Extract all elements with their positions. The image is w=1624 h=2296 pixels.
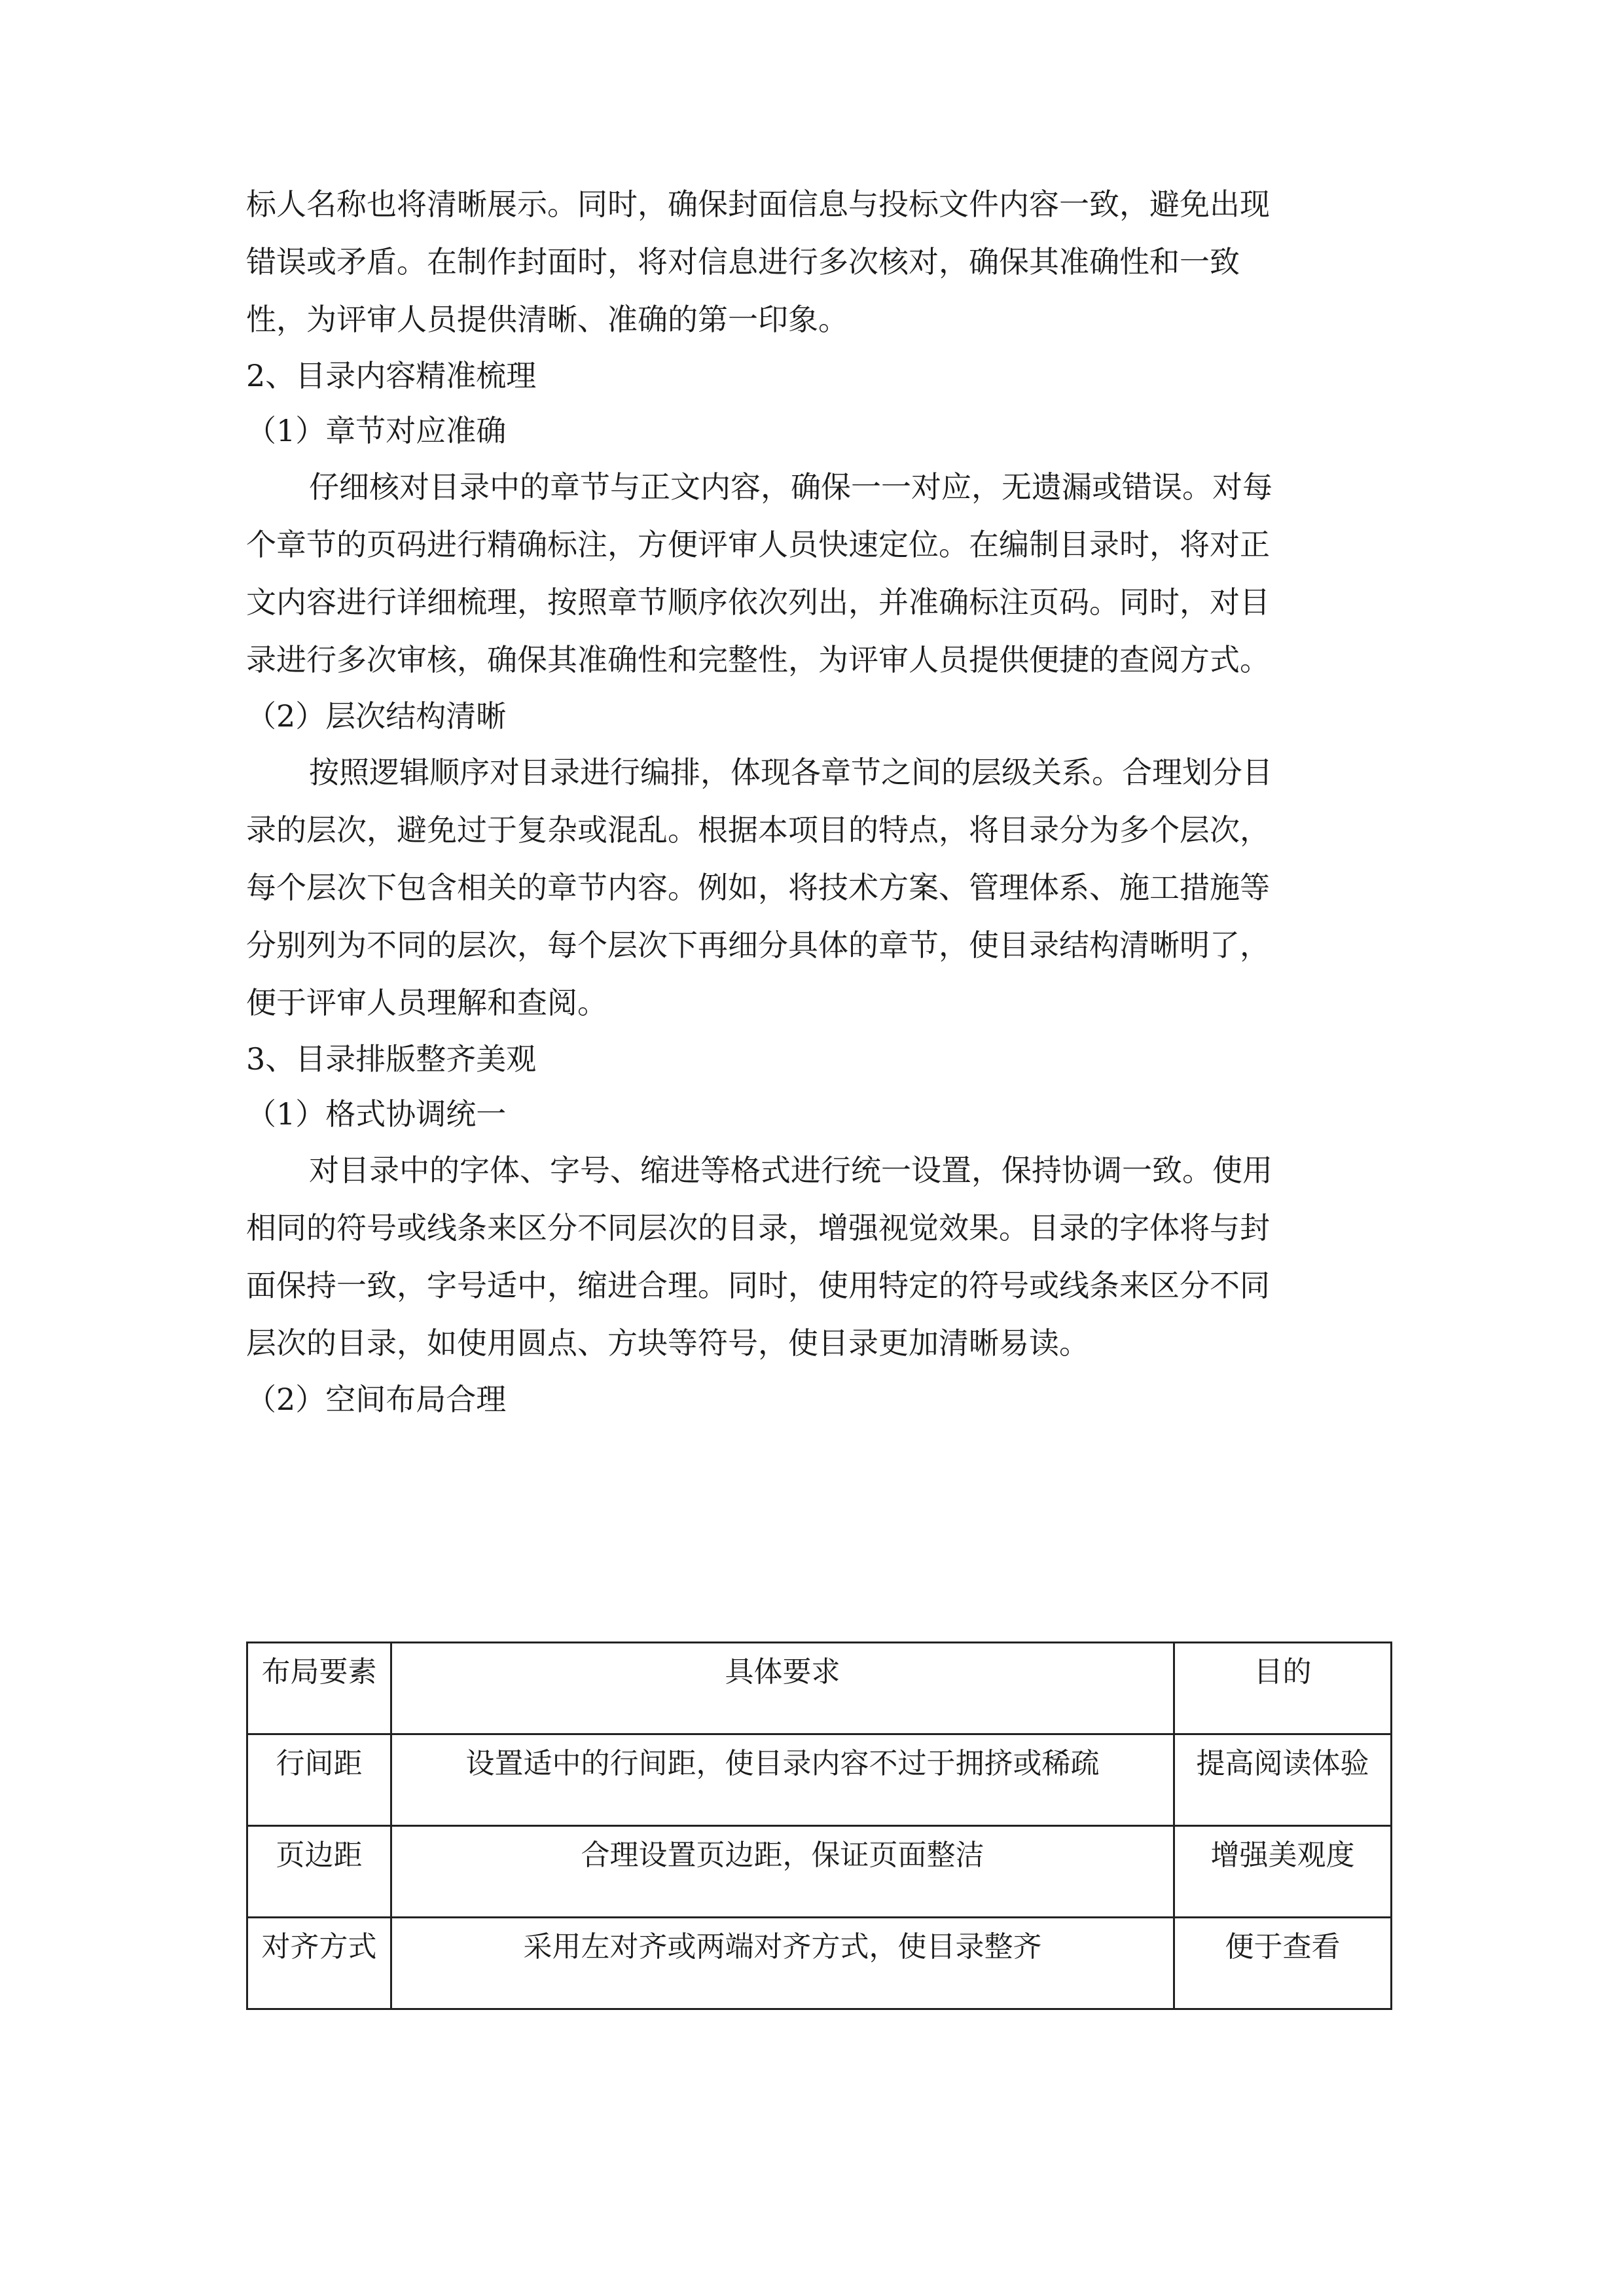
paragraph-line: 文内容进行详细梳理，按照章节顺序依次列出，并准确标注页码。同时，对目 (246, 584, 1270, 620)
intro-paragraph (246, 175, 1392, 348)
section-3-1-heading: （1）格式协调统一 (246, 1096, 507, 1132)
page-content (246, 175, 1392, 1427)
table-cell: 增强美观度 (1174, 1826, 1392, 1918)
section-3-1-paragraph (246, 1141, 1392, 1372)
paragraph-line: 按照逻辑顺序对目录进行编排，体现各章节之间的层级关系。合理划分目 (309, 755, 1272, 790)
table-row (247, 1734, 1392, 1826)
table-cell: 对齐方式 (247, 1918, 391, 2009)
section-2-heading: 2、目录内容精准梳理 (246, 358, 537, 393)
table-cell: 提高阅读体验 (1174, 1734, 1392, 1826)
table-cell: 便于查看 (1174, 1918, 1392, 2009)
intro-line: 错误或矛盾。在制作封面时，将对信息进行多次核对，确保其准确性和一致 (246, 244, 1240, 279)
section-2-1-paragraph (246, 458, 1392, 689)
table-cell: 设置适中的行间距，使目录内容不过于拥挤或稀疏 (391, 1734, 1174, 1826)
paragraph-line: 个章节的页码进行精确标注，方便评审人员快速定位。在编制目录时，将对正 (246, 527, 1270, 562)
paragraph-line: 层次的目录，如使用圆点、方块等符号，使目录更加清晰易读。 (246, 1325, 1089, 1361)
section-3-2-heading: （2）空间布局合理 (246, 1382, 507, 1417)
table-header-row (247, 1643, 1392, 1734)
paragraph-line: 便于评审人员理解和查阅。 (246, 985, 607, 1020)
section-2-1-heading: （1）章节对应准确 (246, 413, 507, 448)
table-header-cell: 具体要求 (391, 1643, 1174, 1734)
table-cell: 合理设置页边距，保证页面整洁 (391, 1826, 1174, 1918)
paragraph-line: 相同的符号或线条来区分不同层次的目录，增强视觉效果。目录的字体将与封 (246, 1210, 1270, 1246)
section-3-heading: 3、目录排版整齐美观 (246, 1041, 537, 1077)
paragraph-line: 面保持一致，字号适中，缩进合理。同时，使用特定的符号或线条来区分不同 (246, 1268, 1270, 1303)
paragraph-line: 录进行多次审核，确保其准确性和完整性，为评审人员提供便捷的查阅方式。 (246, 642, 1270, 677)
layout-requirements-table (246, 1641, 1392, 2010)
section-2-2-paragraph (246, 744, 1392, 1031)
table-cell: 采用左对齐或两端对齐方式，使目录整齐 (391, 1918, 1174, 2009)
paragraph-line: 仔细核对目录中的章节与正文内容，确保一一对应，无遗漏或错误。对每 (309, 469, 1272, 505)
paragraph-line: 录的层次，避免过于复杂或混乱。根据本项目的特点，将目录分为多个层次， (246, 812, 1270, 848)
paragraph-line: 对目录中的字体、字号、缩进等格式进行统一设置，保持协调一致。使用 (309, 1153, 1272, 1188)
paragraph-line: 分别列为不同的层次，每个层次下再细分具体的章节，使目录结构清晰明了， (246, 927, 1270, 963)
table-header-cell: 布局要素 (247, 1643, 391, 1734)
table-row (247, 1918, 1392, 2009)
intro-line: 性，为评审人员提供清晰、准确的第一印象。 (246, 302, 848, 337)
intro-line: 标人名称也将清晰展示。同时，确保封面信息与投标文件内容一致，避免出现 (246, 187, 1270, 222)
table-cell: 行间距 (247, 1734, 391, 1826)
table-row (247, 1826, 1392, 1918)
table-cell: 页边距 (247, 1826, 391, 1918)
paragraph-line: 每个层次下包含相关的章节内容。例如，将技术方案、管理体系、施工措施等 (246, 870, 1270, 905)
table-header-cell: 目的 (1174, 1643, 1392, 1734)
section-2-2-heading: （2）层次结构清晰 (246, 698, 507, 734)
